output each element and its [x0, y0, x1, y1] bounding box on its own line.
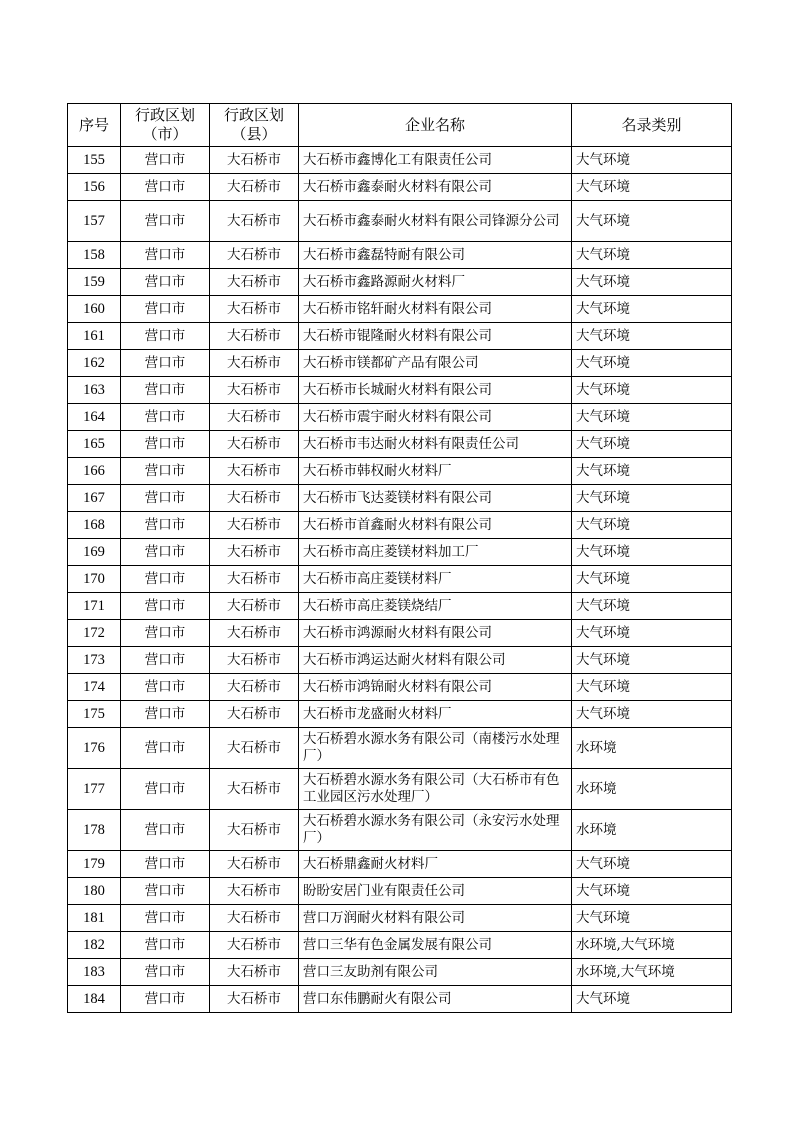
cell-list-category: 大气环境 — [572, 851, 732, 878]
cell-index: 160 — [68, 296, 121, 323]
cell-list-category: 大气环境 — [572, 878, 732, 905]
table-row — [68, 512, 732, 539]
cell-index: 177 — [68, 769, 121, 810]
cell-county: 大石桥市 — [210, 986, 299, 1013]
cell-index: 180 — [68, 878, 121, 905]
cell-list-category: 大气环境 — [572, 566, 732, 593]
header-city — [121, 104, 210, 147]
cell-city: 营口市 — [121, 620, 210, 647]
cell-list-category: 大气环境 — [572, 986, 732, 1013]
cell-index: 168 — [68, 512, 121, 539]
cell-list-category: 水环境 — [572, 810, 732, 851]
cell-index: 171 — [68, 593, 121, 620]
table-row — [68, 932, 732, 959]
header-city-text: 行政区划 （市） — [134, 106, 195, 143]
table-row — [68, 431, 732, 458]
cell-city: 营口市 — [121, 147, 210, 174]
cell-list-category: 大气环境 — [572, 905, 732, 932]
cell-index: 161 — [68, 323, 121, 350]
cell-enterprise-name: 营口三友助剂有限公司 — [299, 959, 572, 986]
cell-enterprise-name: 大石桥市高庄菱镁材料加工厂 — [299, 539, 572, 566]
cell-index: 172 — [68, 620, 121, 647]
cell-enterprise-name: 大石桥市高庄菱镁烧结厂 — [299, 593, 572, 620]
header-list-category: 名录类别 — [572, 104, 732, 147]
table-row — [68, 851, 732, 878]
table-row — [68, 620, 732, 647]
table-row — [68, 458, 732, 485]
cell-enterprise-name: 大石桥碧水源水务有限公司（南楼污水处理厂） — [299, 728, 572, 769]
cell-list-category: 大气环境 — [572, 174, 732, 201]
cell-list-category: 大气环境 — [572, 593, 732, 620]
table-row — [68, 377, 732, 404]
cell-list-category: 大气环境 — [572, 201, 732, 242]
cell-index: 170 — [68, 566, 121, 593]
cell-enterprise-name: 大石桥市鑫泰耐火材料有限公司锋源分公司 — [299, 201, 572, 242]
cell-county: 大石桥市 — [210, 404, 299, 431]
cell-city: 营口市 — [121, 851, 210, 878]
cell-list-category: 水环境 — [572, 728, 732, 769]
table-row — [68, 404, 732, 431]
cell-enterprise-name: 大石桥市飞达菱镁材料有限公司 — [299, 485, 572, 512]
cell-list-category: 大气环境 — [572, 674, 732, 701]
cell-county: 大石桥市 — [210, 296, 299, 323]
cell-index: 178 — [68, 810, 121, 851]
cell-list-category: 大气环境 — [572, 377, 732, 404]
cell-city: 营口市 — [121, 728, 210, 769]
cell-enterprise-name: 大石桥市韦达耐火材料有限责任公司 — [299, 431, 572, 458]
cell-county: 大石桥市 — [210, 201, 299, 242]
header-index: 序号 — [68, 104, 121, 147]
table-row — [68, 201, 732, 242]
cell-city: 营口市 — [121, 959, 210, 986]
cell-enterprise-name: 大石桥市韩权耐火材料厂 — [299, 458, 572, 485]
cell-index: 159 — [68, 269, 121, 296]
cell-county: 大石桥市 — [210, 674, 299, 701]
cell-list-category: 大气环境 — [572, 147, 732, 174]
table-row — [68, 647, 732, 674]
cell-list-category: 大气环境 — [572, 458, 732, 485]
table-row — [68, 242, 732, 269]
cell-list-category: 大气环境 — [572, 431, 732, 458]
cell-index: 179 — [68, 851, 121, 878]
cell-city: 营口市 — [121, 593, 210, 620]
cell-county: 大石桥市 — [210, 593, 299, 620]
cell-city: 营口市 — [121, 458, 210, 485]
cell-enterprise-name: 大石桥市长城耐火材料有限公司 — [299, 377, 572, 404]
cell-city: 营口市 — [121, 878, 210, 905]
cell-city: 营口市 — [121, 269, 210, 296]
header-county-text: 行政区划 （县） — [223, 106, 284, 143]
cell-county: 大石桥市 — [210, 174, 299, 201]
cell-enterprise-name: 大石桥市锟隆耐火材料有限公司 — [299, 323, 572, 350]
header-row — [68, 104, 732, 147]
table-row — [68, 986, 732, 1013]
cell-enterprise-name: 大石桥鼎鑫耐火材料厂 — [299, 851, 572, 878]
cell-city: 营口市 — [121, 404, 210, 431]
table-row — [68, 323, 732, 350]
cell-enterprise-name: 大石桥市鑫磊特耐有限公司 — [299, 242, 572, 269]
cell-county: 大石桥市 — [210, 485, 299, 512]
cell-index: 157 — [68, 201, 121, 242]
cell-city: 营口市 — [121, 431, 210, 458]
cell-list-category: 水环境,大气环境 — [572, 932, 732, 959]
cell-index: 164 — [68, 404, 121, 431]
cell-index: 174 — [68, 674, 121, 701]
cell-city: 营口市 — [121, 350, 210, 377]
cell-county: 大石桥市 — [210, 620, 299, 647]
table-row — [68, 769, 732, 810]
cell-county: 大石桥市 — [210, 959, 299, 986]
cell-index: 176 — [68, 728, 121, 769]
cell-county: 大石桥市 — [210, 728, 299, 769]
table-body — [68, 147, 732, 1013]
cell-county: 大石桥市 — [210, 647, 299, 674]
cell-city: 营口市 — [121, 242, 210, 269]
cell-list-category: 水环境,大气环境 — [572, 959, 732, 986]
cell-index: 173 — [68, 647, 121, 674]
cell-city: 营口市 — [121, 647, 210, 674]
cell-city: 营口市 — [121, 905, 210, 932]
cell-enterprise-name: 大石桥碧水源水务有限公司（大石桥市有色工业园区污水处理厂） — [299, 769, 572, 810]
cell-city: 营口市 — [121, 769, 210, 810]
cell-index: 162 — [68, 350, 121, 377]
cell-county: 大石桥市 — [210, 242, 299, 269]
cell-city: 营口市 — [121, 539, 210, 566]
cell-index: 183 — [68, 959, 121, 986]
table-row — [68, 905, 732, 932]
table-row — [68, 485, 732, 512]
cell-city: 营口市 — [121, 810, 210, 851]
cell-county: 大石桥市 — [210, 377, 299, 404]
cell-county: 大石桥市 — [210, 769, 299, 810]
table-row — [68, 593, 732, 620]
cell-enterprise-name: 大石桥市鸿源耐火材料有限公司 — [299, 620, 572, 647]
cell-city: 营口市 — [121, 674, 210, 701]
cell-list-category: 大气环境 — [572, 242, 732, 269]
cell-list-category: 大气环境 — [572, 404, 732, 431]
cell-enterprise-name: 大石桥市首鑫耐火材料有限公司 — [299, 512, 572, 539]
table-row — [68, 810, 732, 851]
cell-city: 营口市 — [121, 174, 210, 201]
cell-county: 大石桥市 — [210, 851, 299, 878]
cell-enterprise-name: 大石桥市镁都矿产品有限公司 — [299, 350, 572, 377]
cell-index: 155 — [68, 147, 121, 174]
cell-enterprise-name: 营口三华有色金属发展有限公司 — [299, 932, 572, 959]
cell-index: 163 — [68, 377, 121, 404]
cell-enterprise-name: 大石桥市鑫路源耐火材料厂 — [299, 269, 572, 296]
table-row — [68, 539, 732, 566]
table-row — [68, 701, 732, 728]
cell-index: 158 — [68, 242, 121, 269]
cell-enterprise-name: 大石桥市鑫博化工有限责任公司 — [299, 147, 572, 174]
cell-list-category: 水环境 — [572, 769, 732, 810]
cell-city: 营口市 — [121, 296, 210, 323]
header-enterprise-name: 企业名称 — [299, 104, 572, 147]
cell-county: 大石桥市 — [210, 566, 299, 593]
table-row — [68, 674, 732, 701]
cell-enterprise-name: 大石桥市鸿锦耐火材料有限公司 — [299, 674, 572, 701]
cell-list-category: 大气环境 — [572, 296, 732, 323]
cell-list-category: 大气环境 — [572, 485, 732, 512]
cell-index: 165 — [68, 431, 121, 458]
cell-enterprise-name: 营口东伟鹏耐火有限公司 — [299, 986, 572, 1013]
table-row — [68, 174, 732, 201]
cell-city: 营口市 — [121, 377, 210, 404]
cell-county: 大石桥市 — [210, 269, 299, 296]
cell-list-category: 大气环境 — [572, 701, 732, 728]
cell-list-category: 大气环境 — [572, 647, 732, 674]
table-row — [68, 296, 732, 323]
cell-index: 184 — [68, 986, 121, 1013]
cell-enterprise-name: 大石桥市震宇耐火材料有限公司 — [299, 404, 572, 431]
enterprise-register-table — [67, 103, 732, 1013]
cell-city: 营口市 — [121, 201, 210, 242]
cell-list-category: 大气环境 — [572, 269, 732, 296]
cell-city: 营口市 — [121, 512, 210, 539]
header-county — [210, 104, 299, 147]
cell-city: 营口市 — [121, 485, 210, 512]
cell-county: 大石桥市 — [210, 810, 299, 851]
cell-county: 大石桥市 — [210, 458, 299, 485]
table-row — [68, 566, 732, 593]
cell-city: 营口市 — [121, 323, 210, 350]
cell-enterprise-name: 盼盼安居门业有限责任公司 — [299, 878, 572, 905]
cell-list-category: 大气环境 — [572, 539, 732, 566]
cell-index: 167 — [68, 485, 121, 512]
cell-enterprise-name: 大石桥市鑫泰耐火材料有限公司 — [299, 174, 572, 201]
cell-index: 182 — [68, 932, 121, 959]
cell-list-category: 大气环境 — [572, 323, 732, 350]
cell-index: 169 — [68, 539, 121, 566]
cell-county: 大石桥市 — [210, 539, 299, 566]
cell-county: 大石桥市 — [210, 878, 299, 905]
table-row — [68, 350, 732, 377]
table-row — [68, 147, 732, 174]
cell-list-category: 大气环境 — [572, 620, 732, 647]
cell-city: 营口市 — [121, 566, 210, 593]
cell-city: 营口市 — [121, 932, 210, 959]
cell-county: 大石桥市 — [210, 932, 299, 959]
cell-enterprise-name: 大石桥市龙盛耐火材料厂 — [299, 701, 572, 728]
cell-enterprise-name: 大石桥市鸿运达耐火材料有限公司 — [299, 647, 572, 674]
cell-county: 大石桥市 — [210, 350, 299, 377]
cell-list-category: 大气环境 — [572, 350, 732, 377]
cell-enterprise-name: 营口万润耐火材料有限公司 — [299, 905, 572, 932]
cell-index: 166 — [68, 458, 121, 485]
table-row — [68, 878, 732, 905]
cell-enterprise-name: 大石桥碧水源水务有限公司（永安污水处理厂） — [299, 810, 572, 851]
cell-city: 营口市 — [121, 701, 210, 728]
cell-county: 大石桥市 — [210, 512, 299, 539]
cell-list-category: 大气环境 — [572, 512, 732, 539]
cell-enterprise-name: 大石桥市铭轩耐火材料有限公司 — [299, 296, 572, 323]
cell-county: 大石桥市 — [210, 147, 299, 174]
table-row — [68, 728, 732, 769]
cell-index: 181 — [68, 905, 121, 932]
cell-index: 175 — [68, 701, 121, 728]
cell-enterprise-name: 大石桥市高庄菱镁材料厂 — [299, 566, 572, 593]
cell-county: 大石桥市 — [210, 431, 299, 458]
cell-county: 大石桥市 — [210, 905, 299, 932]
cell-county: 大石桥市 — [210, 323, 299, 350]
cell-city: 营口市 — [121, 986, 210, 1013]
table-row — [68, 269, 732, 296]
cell-index: 156 — [68, 174, 121, 201]
table-row — [68, 959, 732, 986]
cell-county: 大石桥市 — [210, 701, 299, 728]
